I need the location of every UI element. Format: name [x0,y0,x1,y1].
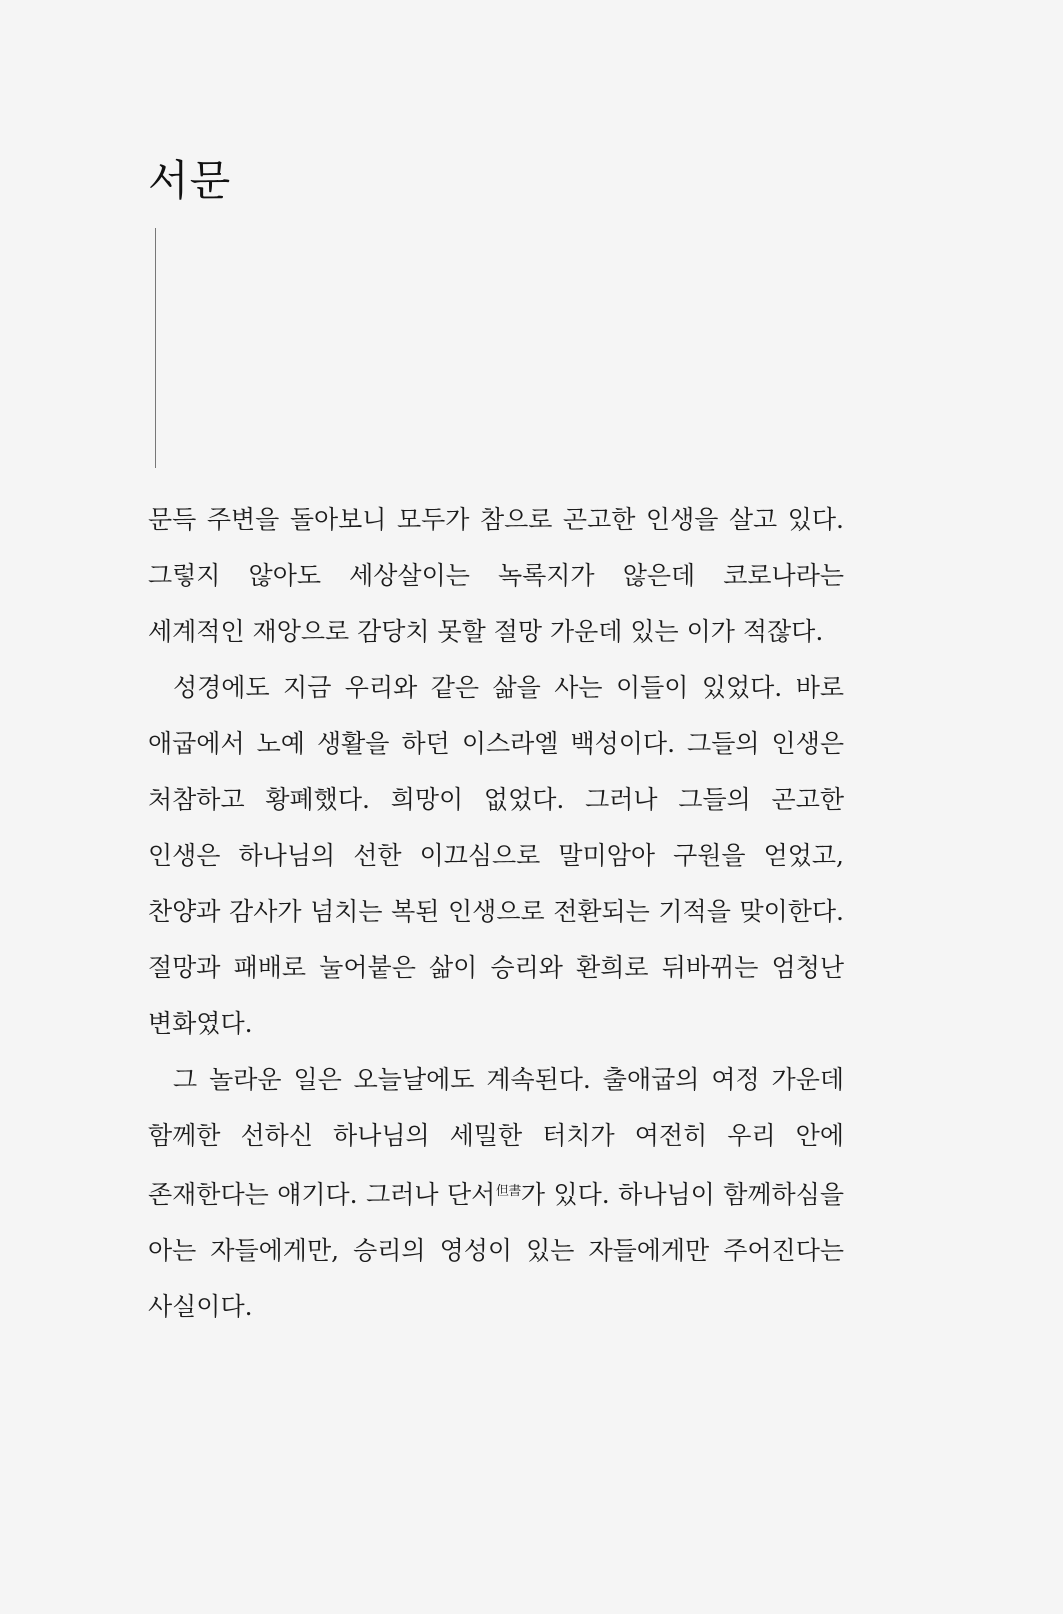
body-text [148,492,844,1335]
paragraph-3-part-1: 그 놀라운 일은 오늘날에도 계속된다. 출애굽의 여정 가운데 함께한 선하신 하나님의 세밀한 터치가 여전히 우리 안에 존재한다는 얘기다. 그러나 단서 [148,1065,844,1209]
chapter-title: 서문 [148,156,232,205]
paragraph-3 [148,1052,844,1335]
title-vertical-rule [155,228,156,468]
paragraph-1: 문득 주변을 돌아보니 모두가 참으로 곤고한 인생을 살고 있다. 그렇지 않아도 세상살이는 녹록지가 않은데 코로나라는 세계적인 재앙으로 감당치 못할 절망 가운데 있는 이가 적잖다. [148,505,844,646]
hanja-annotation: 但書 [495,1184,521,1199]
paragraph-2: 성경에도 지금 우리와 같은 삶을 사는 이들이 있었다. 바로 애굽에서 노예 생활을 하던 이스라엘 백성이다. 그들의 인생은 처참하고 황폐했다. 희망이 없었다. 그러나 그들의 곤고한 인생은 하나님의 선한 이끄심으로 말미암아 구원을 얻었고, 찬양과 감사가 넘치는 복된 인생으로 전환되는 기적을 맞이한다. 절망과 패배로 눌어붙은 삶이 승리와 환희로 뒤바뀌는 엄청난 변화였다. [148,673,844,1038]
paragraph-3-part-2: 가 있다. 하나님이 함께하심을 아는 자들에게만, 승리의 영성이 있는 자들에게만 주어진다는 사실이다. [148,1180,844,1321]
